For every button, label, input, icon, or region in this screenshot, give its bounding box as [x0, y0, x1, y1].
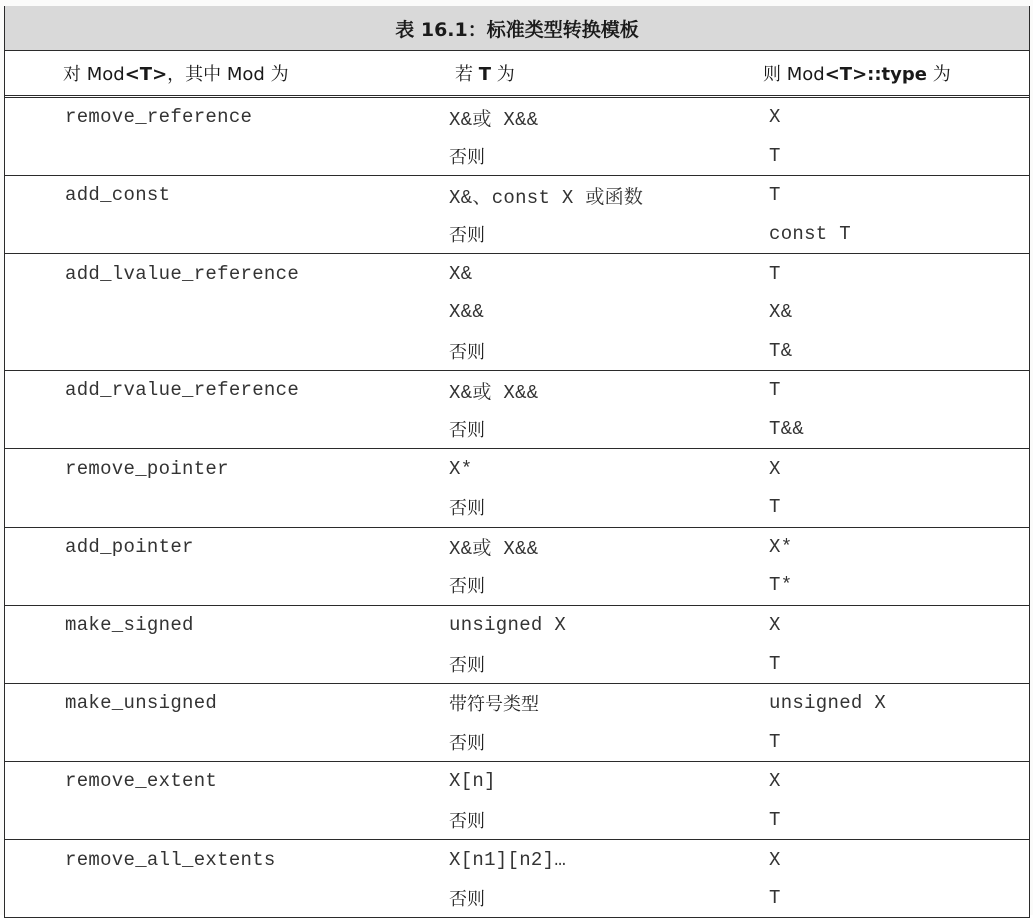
table-row-group — [5, 684, 1029, 762]
result-cell: T — [769, 652, 781, 675]
table-row-group — [5, 840, 1029, 917]
table-row — [5, 684, 1029, 723]
result-cell: T — [769, 184, 781, 207]
condition-cell: X* — [449, 457, 473, 480]
table-row — [5, 801, 1029, 840]
result-cell: X& — [769, 301, 793, 324]
table-row — [5, 293, 1029, 332]
table-row-group — [5, 762, 1029, 840]
result-cell: T — [769, 808, 781, 831]
condition-cell: 否则 — [449, 654, 485, 676]
mod-name-cell: make_signed — [65, 614, 194, 637]
table-row-group — [5, 449, 1029, 527]
condition-cell: 否则 — [449, 225, 485, 247]
condition-cell: 否则 — [449, 810, 485, 832]
table-row — [5, 488, 1029, 527]
condition-cell: unsigned X — [449, 614, 567, 637]
table-row — [5, 176, 1029, 215]
table-body — [5, 98, 1029, 917]
mod-name-cell: remove_all_extents — [65, 848, 276, 871]
table-row — [5, 98, 1029, 137]
result-cell: X — [769, 614, 781, 637]
result-cell: T& — [769, 339, 793, 362]
table-row — [5, 371, 1029, 410]
condition-cell: X&、const X 或函数 — [449, 186, 644, 209]
table-row — [5, 410, 1029, 449]
condition-cell: 否则 — [449, 889, 485, 911]
mod-name-cell: remove_extent — [65, 770, 218, 793]
table-row — [5, 332, 1029, 371]
result-cell: X — [769, 106, 781, 129]
condition-cell: 否则 — [449, 498, 485, 520]
table-row-group — [5, 371, 1029, 449]
mod-name-cell: add_rvalue_reference — [65, 379, 300, 402]
result-cell: T&& — [769, 418, 805, 441]
table-row — [5, 762, 1029, 801]
mod-name-cell: add_lvalue_reference — [65, 262, 300, 285]
table-header-row — [5, 51, 1029, 98]
table-row-group — [5, 528, 1029, 606]
table-row — [5, 528, 1029, 567]
result-cell: T — [769, 144, 781, 167]
result-cell: X — [769, 770, 781, 793]
mod-name-cell: remove_pointer — [65, 457, 229, 480]
table-row — [5, 215, 1029, 254]
result-cell: T — [769, 262, 781, 285]
table-caption: 表 16.1：标准类型转换模板 — [5, 6, 1029, 51]
result-cell: T* — [769, 574, 793, 597]
condition-cell: 否则 — [449, 146, 485, 168]
condition-cell: 否则 — [449, 341, 485, 363]
mod-name-cell: remove_reference — [65, 106, 253, 129]
result-cell: X* — [769, 535, 793, 558]
table-row — [5, 606, 1029, 645]
mod-name-cell: add_pointer — [65, 535, 194, 558]
result-cell: unsigned X — [769, 692, 887, 715]
condition-cell: X&或 X&& — [449, 381, 539, 404]
condition-cell: X[n1][n2]… — [449, 848, 567, 871]
result-cell: T — [769, 496, 781, 519]
mod-name-cell: add_const — [65, 184, 171, 207]
result-cell: const T — [769, 223, 851, 246]
result-cell: T — [769, 730, 781, 753]
result-cell: X — [769, 457, 781, 480]
condition-cell: X[n] — [449, 770, 496, 793]
table-row-group — [5, 254, 1029, 371]
table-row — [5, 723, 1029, 762]
condition-cell: X& — [449, 262, 473, 285]
mod-name-cell: make_unsigned — [65, 692, 218, 715]
condition-cell: X&或 X&& — [449, 108, 539, 131]
condition-cell: 否则 — [449, 732, 485, 754]
table-row — [5, 566, 1029, 605]
condition-cell: X&或 X&& — [449, 538, 539, 561]
condition-cell: 否则 — [449, 420, 485, 442]
table-row-group — [5, 98, 1029, 176]
table-row — [5, 879, 1029, 918]
type-transformation-table — [4, 6, 1030, 918]
table-row — [5, 449, 1029, 488]
table-row — [5, 137, 1029, 176]
table-row-group — [5, 606, 1029, 684]
result-cell: X — [769, 848, 781, 871]
header-condition: 若 T 为 — [455, 64, 515, 85]
condition-cell: X&& — [449, 301, 485, 324]
header-mod: 对 Mod<T>，其中 Mod 为 — [63, 64, 289, 85]
table-row-group — [5, 176, 1029, 254]
result-cell: T — [769, 887, 781, 910]
condition-cell: 否则 — [449, 576, 485, 598]
condition-cell: 带符号类型 — [449, 694, 539, 716]
table-row — [5, 840, 1029, 879]
table-row — [5, 254, 1029, 293]
header-result: 则 Mod<T>::type 为 — [763, 64, 951, 85]
result-cell: T — [769, 379, 781, 402]
table-row — [5, 644, 1029, 683]
